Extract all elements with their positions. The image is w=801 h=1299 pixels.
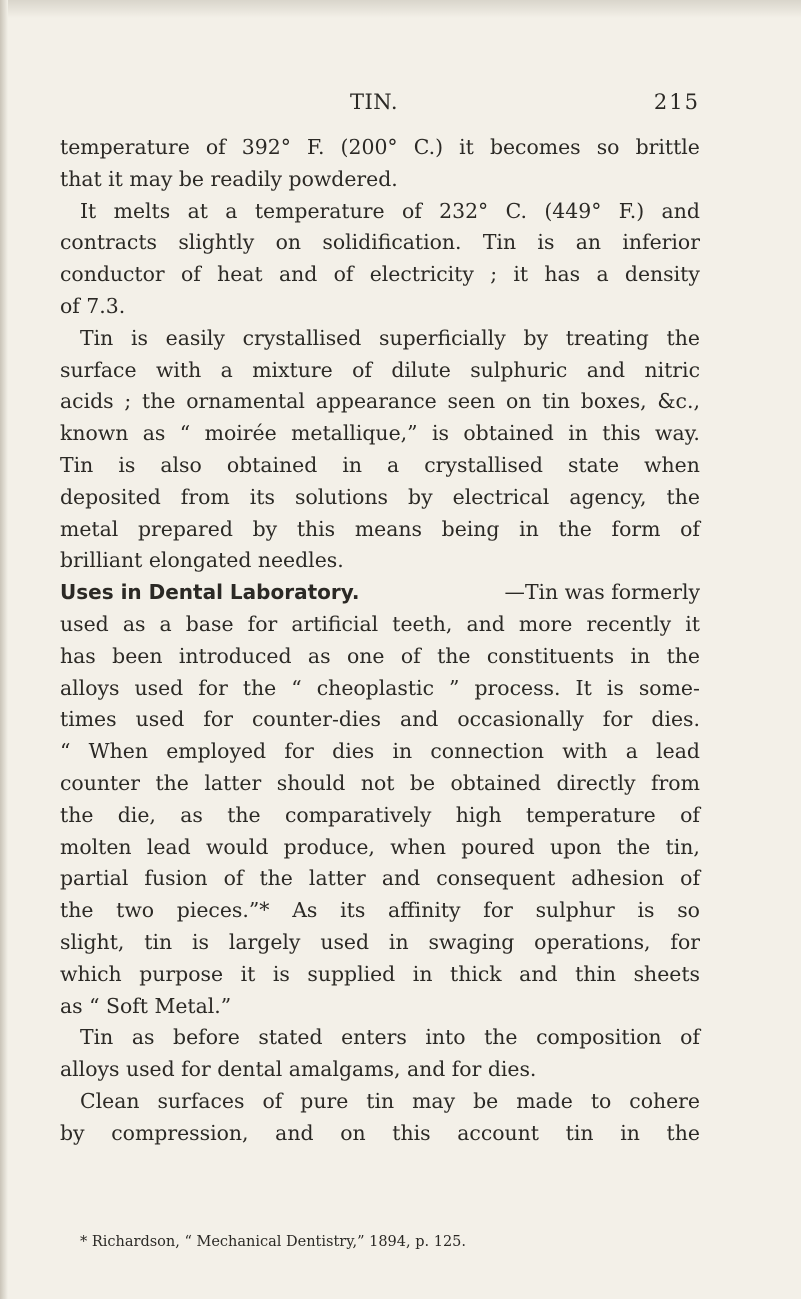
page-edge-shadow — [0, 0, 801, 18]
section-heading-line — [60, 577, 700, 609]
text-line: counter the latter should not be obtained directly from — [60, 770, 700, 795]
text-line: the two pieces.”* As its affinity for sulphur is so — [60, 898, 700, 923]
text-line: surface with a mixture of dilute sulphuric and nitric — [60, 357, 700, 382]
text-line: known as “ moirée metallique,” is obtained in this way. — [60, 421, 700, 446]
text-line: acids ; the ornamental appearance seen on tin boxes, &c., — [60, 389, 700, 414]
text-line: used as a base for artificial teeth, and more recently it — [60, 611, 700, 636]
text-line: molten lead would produce, when poured upon the tin, — [60, 834, 700, 859]
text-line: by compression, and on this account tin in the — [60, 1120, 700, 1145]
text-line: It melts at a temperature of 232° C. (449° F.) and — [80, 198, 700, 223]
text-line: Clean surfaces of pure tin may be made to cohere — [80, 1088, 700, 1113]
body-text — [60, 132, 700, 1150]
text-line: temperature of 392° F. (200° C.) it becomes so brittle — [60, 135, 700, 159]
text-line: times used for counter-dies and occasionally for dies. — [60, 707, 700, 732]
text-line: “ When employed for dies in connection with a lead — [60, 739, 700, 764]
text-line: the die, as the comparatively high temperature of — [60, 802, 700, 827]
text-line: contracts slightly on solidification. Tin is an inferior — [60, 230, 700, 255]
running-title: TIN. — [350, 90, 399, 114]
page-number: 215 — [653, 90, 700, 114]
text-line: metal prepared by this means being in the form of — [60, 516, 700, 541]
text-line: brilliant elongated needles. — [60, 548, 344, 573]
text-line: Tin as before stated enters into the composition of — [80, 1025, 700, 1050]
section-heading-continuation: —Tin was formerly — [504, 580, 700, 605]
text-line: Tin is also obtained in a crystallised state when — [60, 452, 700, 477]
text-line: deposited from its solutions by electrical agency, the — [60, 484, 700, 509]
text-line: conductor of heat and of electricity ; it has a density — [60, 262, 700, 287]
text-line: which purpose it is supplied in thick and thin sheets — [60, 961, 700, 986]
text-line: as “ Soft Metal.” — [60, 993, 232, 1018]
page-binding-shadow — [0, 0, 8, 1299]
text-line: slight, tin is largely used in swaging operations, for — [60, 929, 700, 954]
text-line: that it may be readily powdered. — [60, 166, 398, 191]
section-heading: Uses in Dental Laboratory. — [60, 580, 360, 605]
text-line: has been introduced as one of the constituents in the — [60, 643, 700, 668]
text-line: alloys used for dental amalgams, and for dies. — [60, 1057, 537, 1082]
text-line: alloys used for the “ cheoplastic ” process. It is some- — [60, 675, 700, 700]
footnote: * Richardson, “ Mechanical Dentistry,” 1894, p. 125. — [80, 1234, 467, 1250]
text-line: partial fusion of the latter and consequent adhesion of — [60, 866, 700, 891]
text-line: Tin is easily crystallised superficially by treating the — [80, 325, 700, 350]
text-line: of 7.3. — [60, 293, 126, 318]
running-head — [60, 90, 700, 118]
